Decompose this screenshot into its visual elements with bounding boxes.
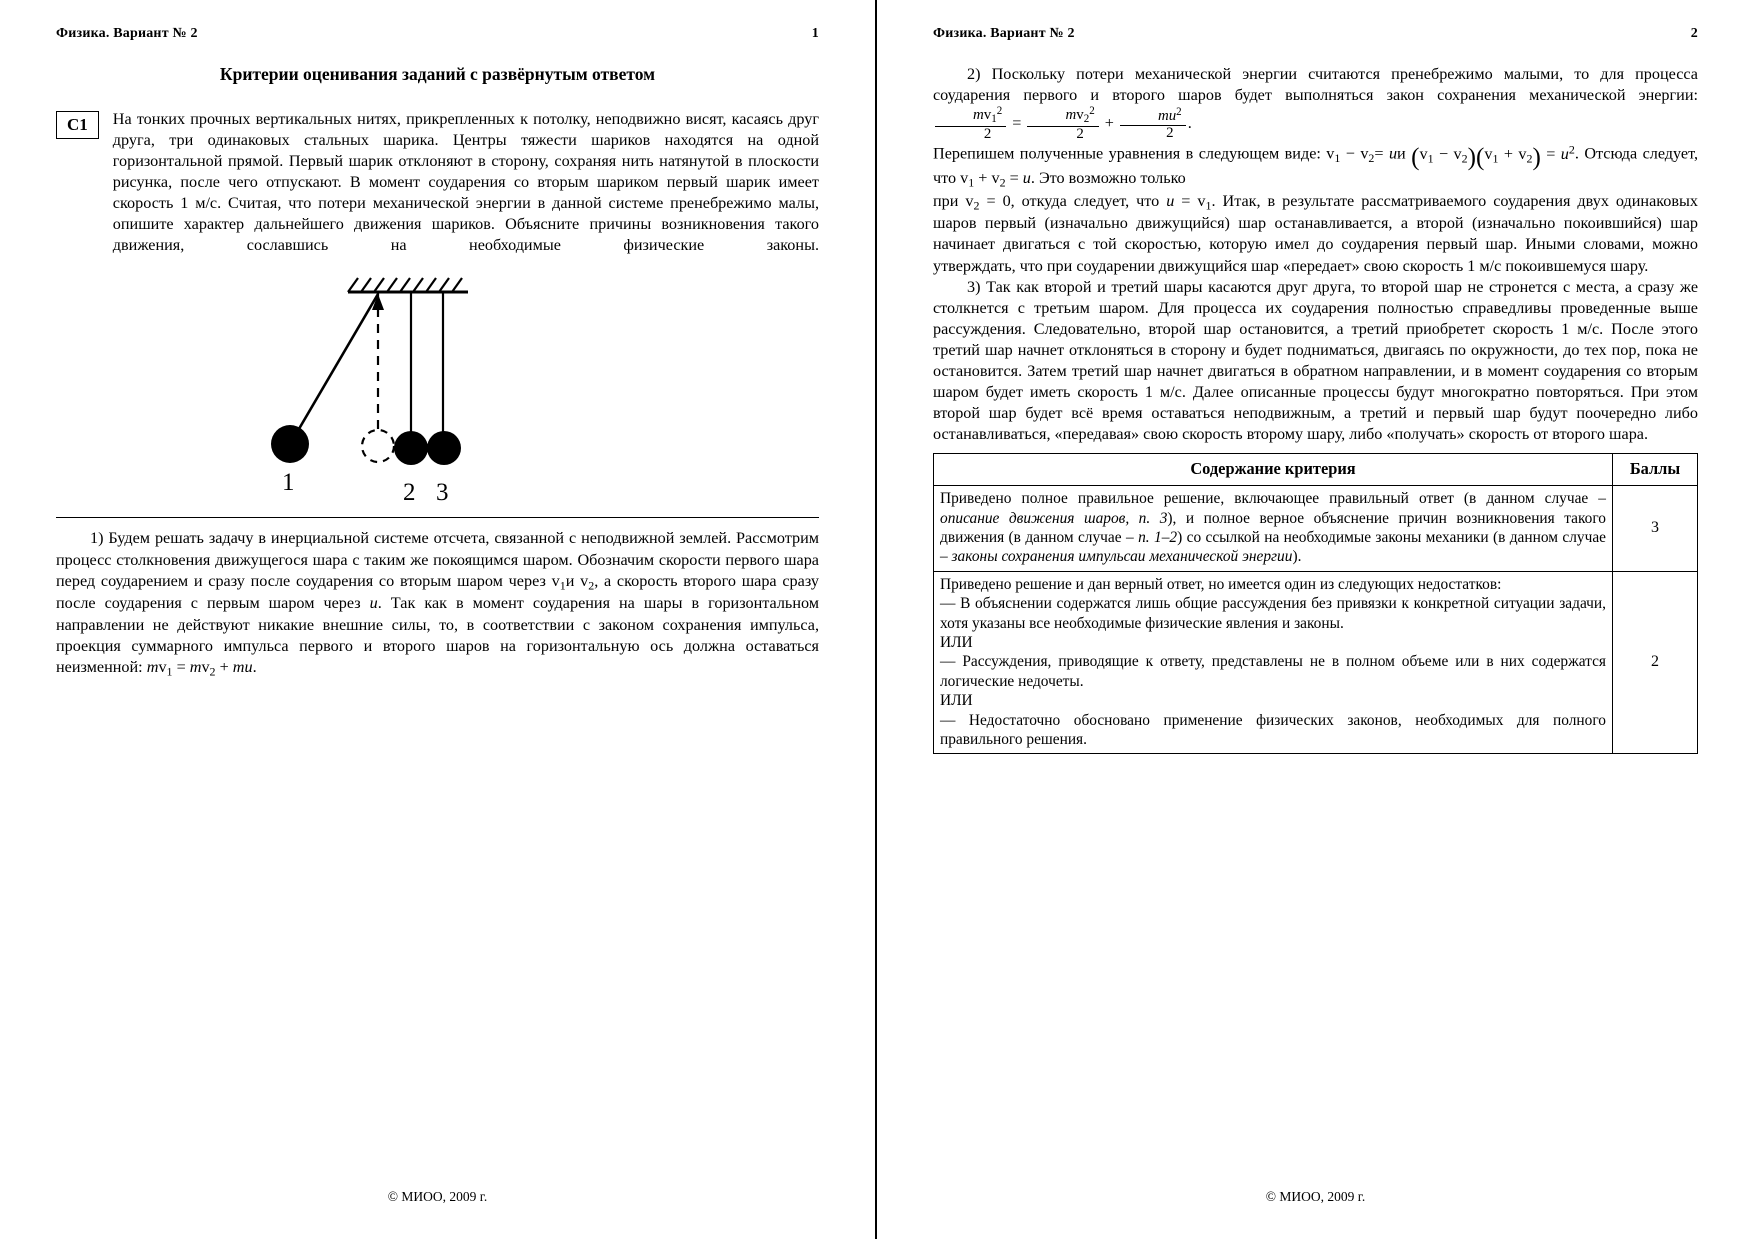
- solution-paragraph-1: 1) Будем решать задачу в инерциальной системе отсчета, связанной с неподвижной землей. Рассмотрим процесс столкновения движущегося шара с таким же покоящимся шаром. Обозначим скорости первого шара перед соударением и сразу после соударения со вторым шаром через $v_1и$ $v_2$, а скорость второго шара сразу после соударения с первым шаром через u. Так как в момент соударения на шары в горизонтальном направлении не действуют никакие внешние силы, то, в соответствии с законом сохранения импульса, проекция суммарного импульса первого и второго шаров на горизонтальную ось должна оставаться неизменной: $mv_1 = mv_2$ + mu.: [56, 529, 820, 679]
- page-number: 2: [1690, 26, 1698, 41]
- task-code-badge: C1: [56, 111, 99, 139]
- running-head-left: [56, 26, 819, 42]
- criteria-table: [933, 453, 1698, 754]
- running-head-text: Физика. Вариант № 2: [56, 26, 198, 41]
- paragraph-3: 3) Так как второй и третий шары касаются друг друга, то второй шар не стронется с места, а сразу же столкнется с третьим шаром. Для процесса их соударения полностью справедливы проведенные выше рассуждения. Следовательно, второй шар остановится, а третий приобретет скорость 1 м/с. После этого третий шар начнет отклоняться в сторону и будет подниматься, двигаясь по окружности, до тех пор, пока не остановится. Затем третий шар начнет двигаться в обратном направлении, и в момент соударения со вторым шаром будет иметь скорость 1 м/с. Далее описанные процессы будут многократно повторяться. При этом второй шар будет всё время оставаться неподвижным, а третий и первый шар будут поочередно либо останавливаться, «передавая» свою скорость второму шару, либо «получать» скорость от второго шара.: [933, 277, 1698, 444]
- crit2-line-4: — Рассуждения, приводящие к ответу, представлены не в полном объеме или в них содержатся логические недочеты.: [940, 653, 1606, 690]
- crit3-part-5: ) со ссылкой на необходимые законы механики (в данном случае –: [940, 528, 1606, 566]
- running-head-right: [933, 26, 1698, 42]
- ball-2: [394, 431, 428, 465]
- ball-label-1: 1: [281, 469, 294, 497]
- pendulum-svg: [228, 272, 648, 502]
- ball-3: [427, 431, 461, 465]
- page-title: Критерии оценивания заданий с развёрнутым ответом: [219, 64, 656, 84]
- ball-label-2: 2: [402, 479, 415, 503]
- column-header-content: Содержание критерия: [934, 454, 1613, 486]
- crit3-part-3: ), и полное верное объяснение причин возникновения такого движения (в данном случае –: [940, 509, 1607, 546]
- column-header-score: Баллы: [1613, 454, 1698, 486]
- pendulum-figure: [228, 272, 648, 507]
- paragraph-2b: Перепишем полученные уравнения в следующем виде: $v_1 - v_2=$ uи $(v_1 - v_2)(v_1 + v_2) = u^2$. Отсюда следует, что $v_1 + v_2 = u$. Это возможно только: [933, 142, 1699, 189]
- paragraph-2a: 2) Поскольку потери механической энергии считаются пренебрежимо малыми, то для процесса соударения первого и второго шаров будет выполняться закон сохранения механической энергии: $\frac{mv_1^2}{2}$ = $\frac{mv_2^2}{2}$ + $\frac{mu^2}{2}$ .: [933, 65, 1698, 142]
- criteria-content-2: [934, 571, 1613, 754]
- footer-left: © МИОО, 2009 г.: [387, 1189, 488, 1204]
- string-ball-1: [296, 294, 378, 434]
- table-header-row: [934, 454, 1698, 486]
- criteria-score-3: 3: [1613, 486, 1698, 572]
- crit3-part-2: описание движения шаров, п. 3: [940, 509, 1168, 527]
- page-right: [877, 0, 1754, 1239]
- criteria-content-3: [934, 486, 1613, 572]
- crit2-line-6: — Недостаточно обосновано применение физических законов, необходимых для полного правильного решения.: [940, 711, 1606, 748]
- crit2-line-1: Приведено решение и дан верный ответ, но имеется один из следующих недостатков:: [940, 575, 1502, 593]
- ball-1-rest-outline: [362, 430, 394, 462]
- crit3-part-1: Приведено полное правильное решение, включающее правильный ответ (в данном случае –: [940, 490, 1606, 508]
- table-row: [934, 486, 1698, 572]
- table-row: [934, 571, 1698, 754]
- crit2-line-3: ИЛИ: [940, 633, 973, 651]
- task-block: [56, 109, 819, 256]
- formula-difference-product: $(v_1 - v_2)(v_1 + v_2) = u^2$: [1411, 142, 1575, 171]
- footer-right: © МИОО, 2009 г.: [1265, 1189, 1366, 1204]
- crit3-part-6: законы сохранения импульсаи механической энергии: [951, 548, 1293, 566]
- running-head-text: Физика. Вариант № 2: [933, 26, 1075, 41]
- task-text: На тонких прочных вертикальных нитях, прикрепленных к потолку, неподвижно висят, касаясь друг друга, три одинаковых стальных шарика. Центры тяжести шариков находятся на одной горизонтальной прямой. Первый шарик отклоняют в сторону, сохраняя нить натянутой в плоскости рисунка, после чего отпускают. В момент соударения со вторым шариком первый шарик имеет скорость 1 м/с. Считая, что потери механической энергии в данной системе пренебрежимо малы, опишите характер дальнейшего движения шариков. Объясните причины возникновения такого движения, сославшись на необходимые физические законы.: [112, 110, 819, 255]
- crit2-line-2: — В объяснении содержатся лишь общие рассуждения без привязки к конкретной ситуации задачи, хотя указаны все необходимые физические явления и законы.: [940, 595, 1606, 632]
- crit2-line-5: ИЛИ: [940, 692, 973, 710]
- crit3-part-7: ).: [1292, 548, 1302, 566]
- paragraph-2c: при $v_2 = 0$, откуда следует, что $u = v_1$. Итак, в результате рассматриваемого соударения двух одинаковых шаров первый (изначально движущийся) шар останавливается, а второй (изначально покоившийся) шар начинает двигаться с той скоростью, которую имел до соударения первый шар. Иными словами, можно утверждать, что при соударении движущийся шар «передает» свою скорость 1 м/с покоившемуся шару.: [933, 191, 1699, 275]
- horizontal-rule: [56, 517, 819, 518]
- ball-label-3: 3: [435, 479, 448, 503]
- criteria-score-2: 2: [1613, 571, 1698, 754]
- ceiling-hatching: [348, 278, 462, 292]
- crit3-part-4: п. 1–2: [1138, 528, 1178, 546]
- page-number: 1: [811, 26, 819, 41]
- formula-energy-conservation: $\frac{mv_1^2}{2}$ = $\frac{mv_2^2}{2}$ + $\frac{mu^2}{2}$ .: [933, 114, 1192, 132]
- ball-1: [271, 425, 309, 463]
